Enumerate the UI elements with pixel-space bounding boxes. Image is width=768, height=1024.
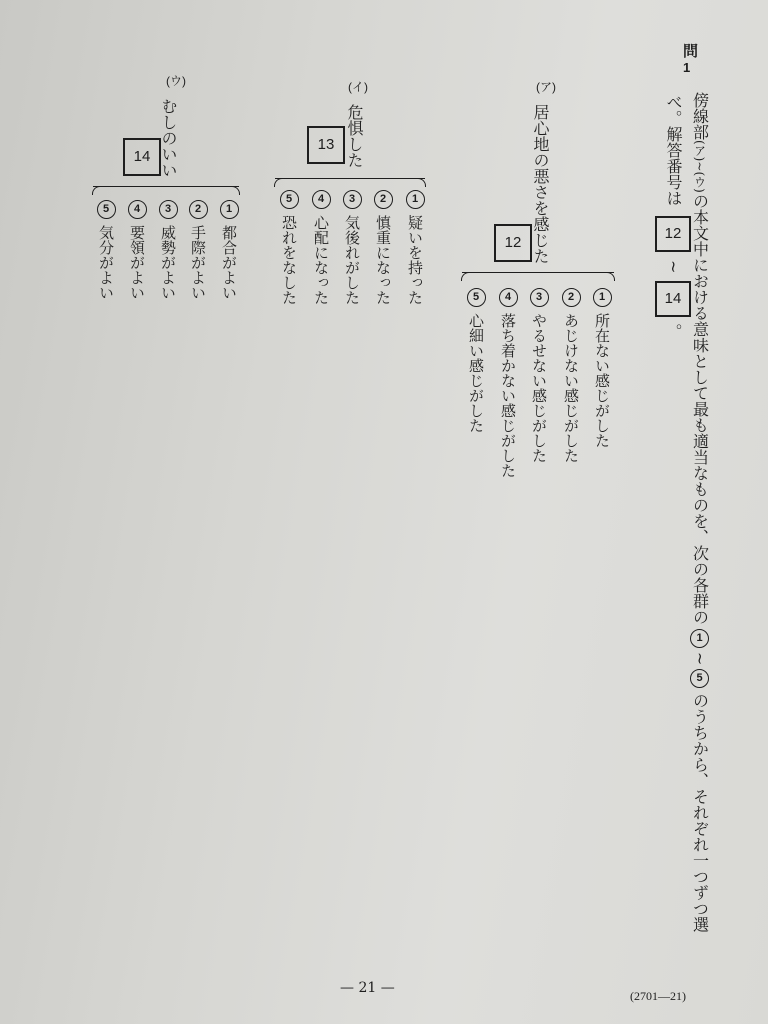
group-a-bracket bbox=[462, 272, 614, 283]
group-c-option-2 bbox=[185, 200, 211, 300]
group-b-option-2 bbox=[370, 190, 396, 305]
option-text: 気分がよい bbox=[97, 225, 115, 300]
option-number-circle: 5 bbox=[467, 288, 486, 307]
option-number-circle: 1 bbox=[406, 190, 425, 209]
instruction-part-c: のうちから、それぞれ一つずつ選 bbox=[690, 692, 710, 933]
instruction-part-b: の本文中における意味として最も適当なものを、次の各群の bbox=[690, 192, 710, 625]
instruction-line-2-text: べ。解答番号は bbox=[664, 94, 683, 206]
question-number bbox=[683, 44, 713, 74]
option-text: 手際がよい bbox=[189, 225, 207, 300]
group-c-option-4 bbox=[124, 200, 150, 300]
group-a-label: (ア) bbox=[536, 80, 556, 94]
option-text: あじけない感じがした bbox=[562, 313, 580, 463]
page-number: — 21 — bbox=[340, 980, 395, 996]
group-a-option-2 bbox=[558, 288, 584, 463]
option-number-circle: 4 bbox=[499, 288, 518, 307]
range-end: (ウ) bbox=[692, 171, 707, 193]
question-number-value: 1 bbox=[683, 60, 691, 75]
group-c-option-3 bbox=[155, 200, 181, 300]
option-text: 慎重になった bbox=[374, 215, 392, 305]
option-text: 心細い感じがした bbox=[467, 313, 485, 433]
group-c-option-1 bbox=[216, 200, 242, 300]
group-c-label: (ウ) bbox=[166, 74, 186, 88]
group-c-option-5 bbox=[93, 200, 119, 300]
option-number-circle: 3 bbox=[343, 190, 362, 209]
option-number-circle: 5 bbox=[280, 190, 299, 209]
option-number-circle: 1 bbox=[220, 200, 239, 219]
option-text: 要領がよい bbox=[128, 225, 146, 300]
group-b-label: (イ) bbox=[348, 80, 368, 94]
option-text: 落ち着かない感じがした bbox=[499, 313, 517, 478]
group-b-option-5 bbox=[276, 190, 302, 305]
option-number-circle: 5 bbox=[97, 200, 116, 219]
group-c-stem: むしのいい bbox=[159, 98, 178, 178]
option-number-circle: 3 bbox=[530, 288, 549, 307]
option-text: 心配になった bbox=[312, 215, 330, 305]
option-text: 気後れがした bbox=[343, 215, 361, 305]
option-number-circle: 4 bbox=[128, 200, 147, 219]
group-a-answer-box: 12 bbox=[494, 224, 532, 262]
option-text: 都合がよい bbox=[220, 225, 238, 300]
group-c-bracket bbox=[93, 186, 239, 197]
exam-code: (2701—21) bbox=[630, 989, 686, 1003]
group-b-answer-box: 13 bbox=[307, 126, 345, 164]
instruction-line-1 bbox=[690, 92, 709, 982]
choice-first-circle: 1 bbox=[690, 629, 709, 648]
option-text: 威勢がよい bbox=[159, 225, 177, 300]
range-sep: ~ bbox=[692, 161, 707, 172]
group-a-option-1 bbox=[589, 288, 615, 448]
choice-last-circle: 5 bbox=[690, 669, 709, 688]
option-number-circle: 2 bbox=[189, 200, 208, 219]
group-a-option-5 bbox=[463, 288, 489, 433]
option-number-circle: 1 bbox=[593, 288, 612, 307]
group-b-option-3 bbox=[339, 190, 365, 305]
range-start: (ア) bbox=[692, 140, 707, 162]
group-a-option-4 bbox=[495, 288, 521, 478]
answer-box-start: 12 bbox=[655, 216, 691, 252]
instruction-part-a: 傍線部 bbox=[690, 92, 710, 140]
group-a-option-3 bbox=[526, 288, 552, 463]
option-text: 所在ない感じがした bbox=[593, 313, 611, 448]
group-b-option-1 bbox=[402, 190, 428, 305]
option-number-circle: 4 bbox=[312, 190, 331, 209]
instruction-line-2-end: 。 bbox=[664, 323, 683, 340]
option-number-circle: 2 bbox=[562, 288, 581, 307]
option-text: 疑いを持った bbox=[406, 215, 424, 305]
group-a-stem: 居心地の悪さを感じた bbox=[531, 104, 550, 264]
group-b-stem: 危惧した bbox=[345, 104, 364, 168]
option-text: やるせない感じがした bbox=[530, 313, 548, 463]
option-number-circle: 3 bbox=[159, 200, 178, 219]
answer-box-sep: ~ bbox=[664, 260, 683, 274]
answer-box-end: 14 bbox=[655, 281, 691, 317]
group-b-bracket bbox=[275, 178, 425, 189]
option-number-circle: 2 bbox=[374, 190, 393, 209]
group-b-option-4 bbox=[308, 190, 334, 305]
instruction-line-2 bbox=[655, 94, 691, 339]
choice-range-sep: ~ bbox=[690, 651, 710, 666]
option-text: 恐れをなした bbox=[280, 215, 298, 305]
question-number-label: 問 bbox=[683, 43, 699, 60]
group-c-answer-box: 14 bbox=[123, 138, 161, 176]
